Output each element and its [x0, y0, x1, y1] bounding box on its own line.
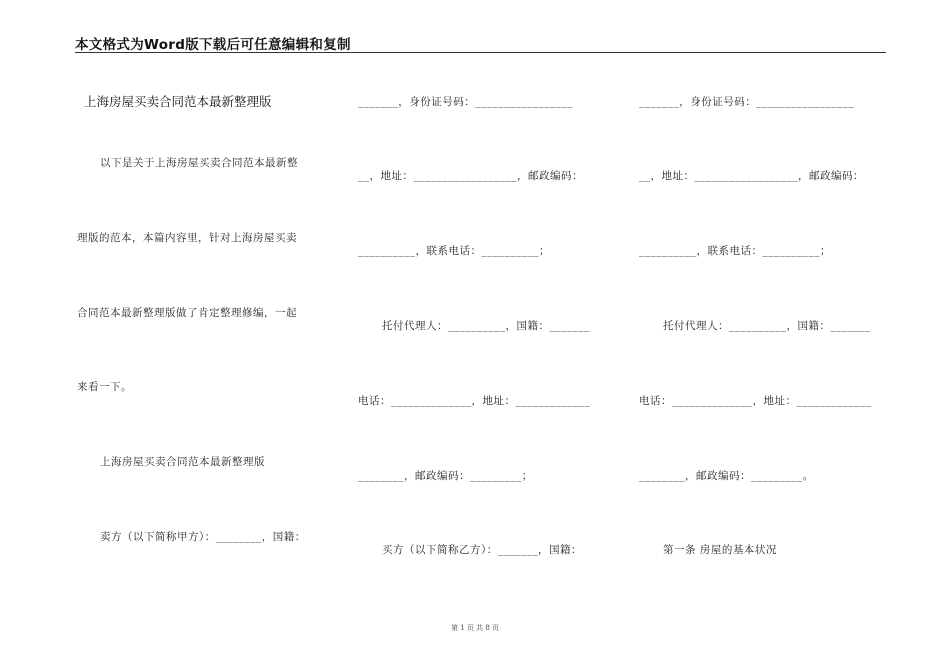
col2-line-7: 买方（以下简称乙方）：_______，国籍：	[382, 544, 582, 556]
col3-line-5: 电话：______________，地址：_____________	[639, 395, 872, 407]
header-rule	[75, 52, 886, 53]
col2-line-4: 托付代理人：__________，国籍：_______	[382, 320, 590, 332]
col2-line-6: ________，邮政编码：_________；	[358, 470, 533, 482]
col1-line-5: 上海房屋买卖合同范本最新整理版	[100, 456, 265, 468]
col2-line-2: __，地址：__________________，邮政编码：	[358, 170, 583, 182]
col1-line-2: 理版的范本，本篇内容里，针对上海房屋买卖	[77, 232, 297, 244]
col2-line-5: 电话：______________，地址：_____________	[358, 395, 591, 407]
col2-line-1: _______，身份证号码：_________________	[358, 96, 573, 108]
col3-line-7: 第一条 房屋的基本状况	[663, 544, 777, 556]
page-header-title: 本文格式为Word版下载后可任意编辑和复制	[75, 37, 351, 53]
col3-line-1: _______，身份证号码：_________________	[639, 96, 854, 108]
col1-line-3: 合同范本最新整理版做了肯定整理修编，一起	[77, 307, 297, 319]
col3-line-2: __，地址：__________________，邮政编码：	[639, 170, 864, 182]
col1-line-6: 卖方（以下简称甲方）：________，国籍：	[100, 531, 306, 543]
page-number-footer: 第 1 页 共 8 页	[450, 624, 500, 632]
col1-line-4: 来看一下。	[77, 381, 132, 393]
col1-line-1: 以下是关于上海房屋买卖合同范本最新整	[100, 157, 298, 169]
col3-line-4: 托付代理人：__________，国籍：_______	[663, 320, 871, 332]
col2-line-3: __________，联系电话：__________；	[358, 245, 550, 257]
col3-line-6: ________，邮政编码：_________。	[639, 470, 814, 482]
document-title: 上海房屋买卖合同范本最新整理版	[84, 94, 272, 109]
col3-line-3: __________，联系电话：__________；	[639, 245, 831, 257]
